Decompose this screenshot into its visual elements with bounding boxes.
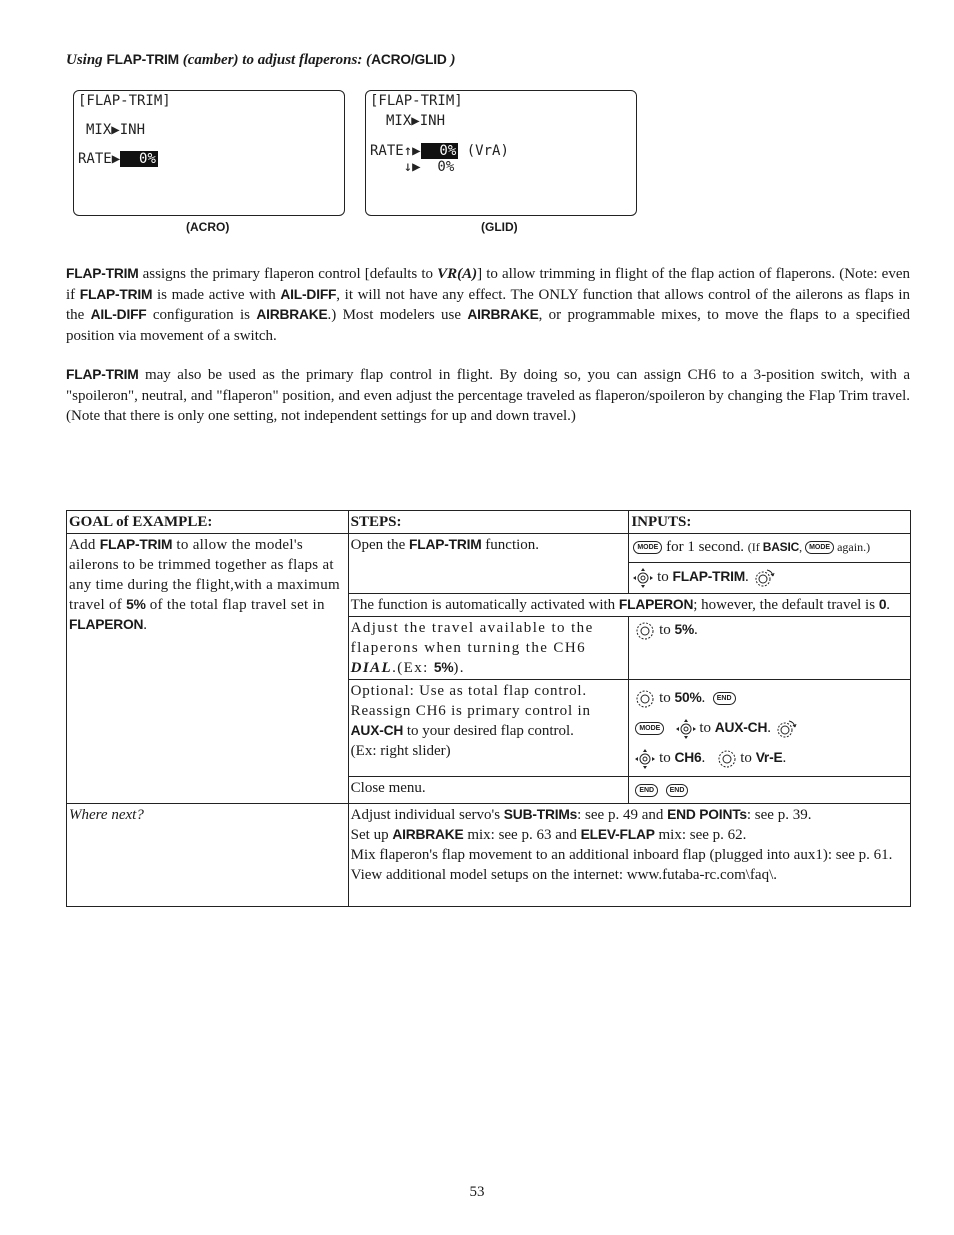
end-button-icon[interactable]: END <box>666 784 689 797</box>
text: . <box>767 720 771 736</box>
kw-vra: VR(A) <box>437 266 478 282</box>
where-next-label: Where next? <box>67 804 349 907</box>
text: mix: see p. 62. <box>654 827 747 843</box>
mode-button-icon[interactable]: MODE <box>633 541 662 554</box>
table-row <box>67 534 911 594</box>
lcd-rate-label: RATE↑▶ <box>370 143 421 159</box>
text: to <box>736 750 756 766</box>
lcd-screen-glid <box>365 90 637 216</box>
kw: BASIC <box>762 540 800 554</box>
text: : see p. 49 and <box>577 807 668 823</box>
kw: FLAP-TRIM <box>409 537 482 552</box>
text: , or programmable mixes, to move the flaps to a specified position via movement of a switch. <box>66 307 911 344</box>
input-line-3 <box>635 743 904 773</box>
caption-acro: (ACRO) <box>186 220 230 234</box>
text: . <box>701 690 706 706</box>
lcd-rate-down-value: 0% <box>420 159 455 175</box>
kw: AIRBRAKE <box>467 307 539 322</box>
kw-dial: DIAL <box>350 660 393 676</box>
kw: END POINTs <box>667 807 747 822</box>
dial-icon[interactable] <box>635 689 655 709</box>
text: to allow the model's ailerons to be trimmed together as flaps at any time during the flight,with a maximum travel of <box>69 537 341 613</box>
section-heading <box>66 52 455 69</box>
text: : see p. 39. <box>746 807 812 823</box>
kw: 5% <box>433 660 454 675</box>
cursor-pad-icon[interactable] <box>635 749 655 769</box>
text: may also be used as the primary flap control in flight. By doing so, you can assign CH6 to a 3-position switch, with a "spoileron", neutral, and "flaperon" position, and even adjust the percentage traveled as flaperon/spoileron by changing the Flap Trim travel. (Note that there is only one setting, not independent settings for up and down travel.) <box>66 367 910 424</box>
text: The function is automatically activated with <box>350 597 619 613</box>
heading-post: ) <box>446 52 456 68</box>
text: . <box>886 597 891 613</box>
end-button-icon[interactable]: END <box>635 784 658 797</box>
text: is made active with <box>152 286 281 303</box>
text: ] to allow trimming in flight of the flap action of flaperons. (Note: even if <box>66 266 910 303</box>
kw: 0 <box>878 597 887 612</box>
heading-kw-mode: ACRO/GLID <box>371 52 447 67</box>
text: to <box>655 622 675 638</box>
text: . <box>143 617 148 633</box>
kw: ELEV-FLAP <box>580 827 655 842</box>
input-optional <box>629 680 911 777</box>
text: . <box>694 622 698 638</box>
text: . <box>782 750 787 766</box>
heading-kw-flaptrim: FLAP-TRIM <box>106 52 179 67</box>
text: ; however, the default travel is <box>693 597 879 613</box>
kw: SUB-TRIMs <box>503 807 578 822</box>
lcd-rate-up-row <box>370 143 509 159</box>
text: again.) <box>834 540 871 554</box>
input-open <box>629 534 911 594</box>
lcd-mix: MIX▶INH <box>86 122 146 138</box>
text: , it will not have any effect. The ONLY function that allows control of the ailerons as flaps in the <box>66 286 911 323</box>
input-line-1 <box>635 683 904 713</box>
step-adjust <box>348 617 629 680</box>
text: Adjust the travel available to the flaperons when turning the CH6 <box>350 620 594 656</box>
text: (If <box>747 540 763 554</box>
heading-pre: Using <box>66 52 107 68</box>
kw: AIRBRAKE <box>256 307 328 322</box>
text: to <box>655 690 675 706</box>
input-close <box>629 777 911 804</box>
kw: 5% <box>674 622 695 637</box>
text: .(Ex: <box>392 660 434 676</box>
kw: AIL-DIFF <box>280 286 337 302</box>
kw: FLAPERON <box>69 617 144 632</box>
table-header-row <box>67 511 911 534</box>
text: to <box>695 720 715 736</box>
text: assigns the primary flaperon control [defaults to <box>138 266 438 282</box>
text: Add <box>69 537 100 553</box>
end-button-icon[interactable]: END <box>713 692 736 705</box>
text: Open the <box>350 537 409 553</box>
cursor-pad-icon[interactable] <box>676 719 696 739</box>
lcd-rate-row <box>78 151 158 167</box>
header-steps: STEPS: <box>348 511 629 534</box>
next-line-2 <box>351 825 908 845</box>
text: . <box>745 569 749 585</box>
cursor-pad-icon[interactable] <box>633 568 653 588</box>
goal-cell <box>67 534 349 804</box>
kw: 50% <box>674 690 702 705</box>
lcd-title: [FLAP-TRIM] <box>78 93 171 109</box>
table-row <box>67 804 911 907</box>
lcd-rate-down-row <box>370 159 454 175</box>
kw: 5% <box>126 597 146 612</box>
step-close: Close menu. <box>348 777 629 804</box>
text: to <box>655 750 675 766</box>
kw: CH6 <box>674 750 702 765</box>
text: ). <box>453 660 465 676</box>
where-next-cell <box>348 804 910 907</box>
kw: AUX-CH <box>714 720 768 735</box>
text: Adjust individual servo's <box>350 807 504 823</box>
input-line-2 <box>629 563 910 593</box>
text: (Ex: right slider) <box>350 743 451 759</box>
lcd-vr: (VrA) <box>466 143 509 159</box>
dial-icon[interactable] <box>717 749 737 769</box>
lcd-mix: MIX▶INH <box>386 113 446 129</box>
kw: FLAP-TRIM <box>99 537 173 552</box>
mode-button-icon[interactable]: MODE <box>635 722 664 735</box>
text: for 1 second. <box>662 539 748 555</box>
step-optional <box>348 680 629 777</box>
next-line-3: Mix flaperon's flap movement to an additional inboard flap (plugged into aux1): see p. 61. <box>350 847 893 863</box>
mode-button-icon[interactable]: MODE <box>805 541 834 554</box>
dial-icon[interactable] <box>775 719 797 739</box>
text: , <box>799 540 806 554</box>
kw: FLAP-TRIM <box>66 367 139 382</box>
text: .) Most modelers use <box>327 307 468 323</box>
header-inputs: INPUTS: <box>629 511 911 534</box>
header-goal: GOAL of EXAMPLE: <box>67 511 349 534</box>
step-activated <box>348 594 910 617</box>
kw: Vr-E <box>755 750 783 765</box>
lcd-rate-down-label: ↓▶ <box>370 159 421 175</box>
dial-icon[interactable] <box>753 568 775 588</box>
paragraph-2 <box>66 365 910 427</box>
next-line-4[interactable]: View additional model setups on the internet: www.futaba-rc.com\faq\. <box>350 867 778 883</box>
kw: FLAPERON <box>618 597 694 612</box>
text: to your desired flap control. <box>403 723 574 739</box>
next-line-1 <box>351 805 908 825</box>
lcd-title: [FLAP-TRIM] <box>370 93 463 109</box>
kw: FLAP-TRIM <box>66 266 139 281</box>
kw: FLAP-TRIM <box>79 286 153 302</box>
dial-icon[interactable] <box>635 621 655 641</box>
text: Set up <box>350 827 393 843</box>
paragraph-1 <box>66 264 910 346</box>
kw: AIRBRAKE <box>392 827 464 842</box>
text: Optional: Use as total flap control. Reassign CH6 is primary control in <box>350 683 591 719</box>
input-line-2 <box>635 713 904 743</box>
heading-mid: (camber) to adjust flaperons: ( <box>178 52 372 68</box>
lcd-rate-label: RATE▶ <box>78 151 121 167</box>
text: of the total flap travel set in <box>145 597 325 613</box>
lcd-rate-up-value: 0% <box>422 143 457 159</box>
text: function. <box>481 537 540 553</box>
text: configuration is <box>146 307 257 323</box>
lcd-screen-acro <box>73 90 345 216</box>
step-open <box>348 534 629 594</box>
text: mix: see p. 63 and <box>463 827 581 843</box>
caption-glid: (GLID) <box>481 220 518 234</box>
kw: AUX-CH <box>350 723 404 738</box>
kw: AIL-DIFF <box>90 307 147 322</box>
input-line-1 <box>629 534 910 563</box>
example-table <box>66 510 911 907</box>
lcd-rate-value: 0% <box>122 151 156 167</box>
page-number: 53 <box>469 1184 485 1200</box>
text: . <box>701 750 706 766</box>
text: to <box>653 569 673 585</box>
kw: FLAP-TRIM <box>672 569 746 584</box>
input-adjust <box>629 617 911 680</box>
